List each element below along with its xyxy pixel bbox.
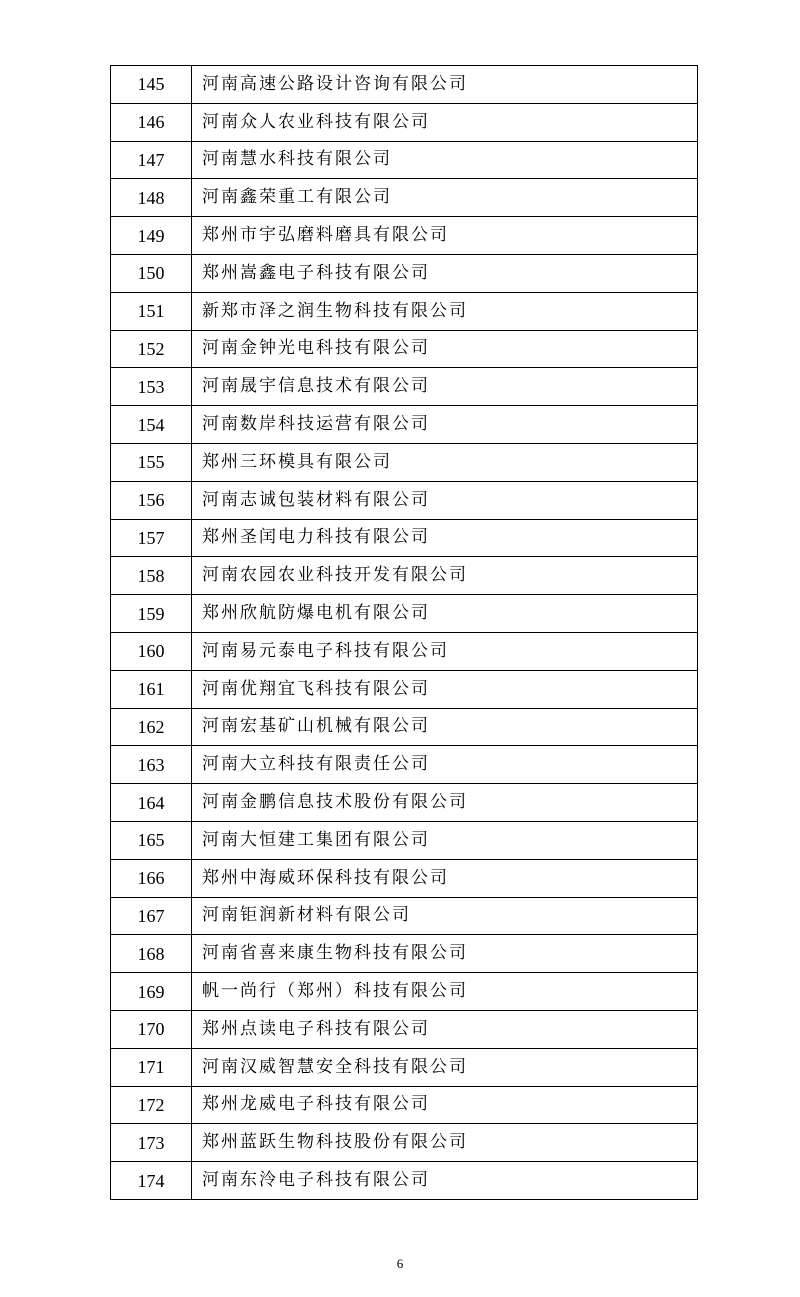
table-row (111, 254, 698, 292)
company-name-cell: 河南东泠电子科技有限公司 (192, 1162, 698, 1200)
table-row (111, 973, 698, 1011)
row-number-cell: 154 (111, 406, 192, 444)
row-number-cell: 149 (111, 217, 192, 255)
company-name-cell: 郑州蓝跃生物科技股份有限公司 (192, 1124, 698, 1162)
company-name-cell: 河南宏基矿山机械有限公司 (192, 708, 698, 746)
company-name-cell: 帆一尚行（郑州）科技有限公司 (192, 973, 698, 1011)
row-number-cell: 145 (111, 66, 192, 104)
row-number-cell: 153 (111, 368, 192, 406)
row-number-cell: 152 (111, 330, 192, 368)
row-number-cell: 165 (111, 821, 192, 859)
row-number-cell: 160 (111, 632, 192, 670)
table-row (111, 519, 698, 557)
company-name-cell: 河南众人农业科技有限公司 (192, 103, 698, 141)
table-row (111, 103, 698, 141)
table-row (111, 141, 698, 179)
table-row (111, 708, 698, 746)
table-row (111, 1124, 698, 1162)
row-number-cell: 172 (111, 1086, 192, 1124)
row-number-cell: 169 (111, 973, 192, 1011)
table-row (111, 632, 698, 670)
row-number-cell: 158 (111, 557, 192, 595)
row-number-cell: 146 (111, 103, 192, 141)
company-table-body (111, 66, 698, 1200)
company-name-cell: 河南数岸科技运营有限公司 (192, 406, 698, 444)
company-name-cell: 郑州市宇弘磨料磨具有限公司 (192, 217, 698, 255)
table-row (111, 443, 698, 481)
row-number-cell: 168 (111, 935, 192, 973)
row-number-cell: 173 (111, 1124, 192, 1162)
company-name-cell: 河南易元泰电子科技有限公司 (192, 632, 698, 670)
company-name-cell: 郑州点读电子科技有限公司 (192, 1010, 698, 1048)
table-row (111, 595, 698, 633)
company-name-cell: 河南金钟光电科技有限公司 (192, 330, 698, 368)
company-name-cell: 河南大立科技有限责任公司 (192, 746, 698, 784)
table-row (111, 481, 698, 519)
company-name-cell: 郑州嵩鑫电子科技有限公司 (192, 254, 698, 292)
row-number-cell: 159 (111, 595, 192, 633)
row-number-cell: 157 (111, 519, 192, 557)
company-name-cell: 新郑市泽之润生物科技有限公司 (192, 292, 698, 330)
row-number-cell: 171 (111, 1048, 192, 1086)
company-name-cell: 郑州三环模具有限公司 (192, 443, 698, 481)
company-name-cell: 郑州欣航防爆电机有限公司 (192, 595, 698, 633)
table-row (111, 1086, 698, 1124)
company-name-cell: 河南大恒建工集团有限公司 (192, 821, 698, 859)
company-name-cell: 河南农园农业科技开发有限公司 (192, 557, 698, 595)
table-row (111, 217, 698, 255)
row-number-cell: 166 (111, 859, 192, 897)
row-number-cell: 151 (111, 292, 192, 330)
table-row (111, 746, 698, 784)
row-number-cell: 150 (111, 254, 192, 292)
table-row (111, 406, 698, 444)
table-row (111, 557, 698, 595)
row-number-cell: 156 (111, 481, 192, 519)
company-name-cell: 郑州中海威环保科技有限公司 (192, 859, 698, 897)
table-row (111, 784, 698, 822)
table-row (111, 859, 698, 897)
company-name-cell: 河南晟宇信息技术有限公司 (192, 368, 698, 406)
table-row (111, 292, 698, 330)
row-number-cell: 155 (111, 443, 192, 481)
row-number-cell: 162 (111, 708, 192, 746)
company-name-cell: 河南慧水科技有限公司 (192, 141, 698, 179)
table-row (111, 897, 698, 935)
row-number-cell: 163 (111, 746, 192, 784)
row-number-cell: 170 (111, 1010, 192, 1048)
table-row (111, 1048, 698, 1086)
table-row (111, 66, 698, 104)
company-name-cell: 河南省喜来康生物科技有限公司 (192, 935, 698, 973)
row-number-cell: 147 (111, 141, 192, 179)
row-number-cell: 167 (111, 897, 192, 935)
company-name-cell: 河南志诚包装材料有限公司 (192, 481, 698, 519)
company-table (110, 65, 698, 1200)
table-row (111, 935, 698, 973)
company-name-cell: 郑州龙威电子科技有限公司 (192, 1086, 698, 1124)
table-row (111, 670, 698, 708)
table-row (111, 1010, 698, 1048)
company-name-cell: 河南优翔宜飞科技有限公司 (192, 670, 698, 708)
company-name-cell: 河南金鹏信息技术股份有限公司 (192, 784, 698, 822)
table-row (111, 368, 698, 406)
company-name-cell: 郑州圣闰电力科技有限公司 (192, 519, 698, 557)
row-number-cell: 161 (111, 670, 192, 708)
company-name-cell: 河南汉威智慧安全科技有限公司 (192, 1048, 698, 1086)
table-row (111, 821, 698, 859)
company-name-cell: 河南钜润新材料有限公司 (192, 897, 698, 935)
table-row (111, 330, 698, 368)
table-row (111, 179, 698, 217)
table-row (111, 1162, 698, 1200)
page-number: 6 (396, 1256, 404, 1271)
company-name-cell: 河南鑫荣重工有限公司 (192, 179, 698, 217)
row-number-cell: 174 (111, 1162, 192, 1200)
company-name-cell: 河南高速公路设计咨询有限公司 (192, 66, 698, 104)
row-number-cell: 164 (111, 784, 192, 822)
row-number-cell: 148 (111, 179, 192, 217)
